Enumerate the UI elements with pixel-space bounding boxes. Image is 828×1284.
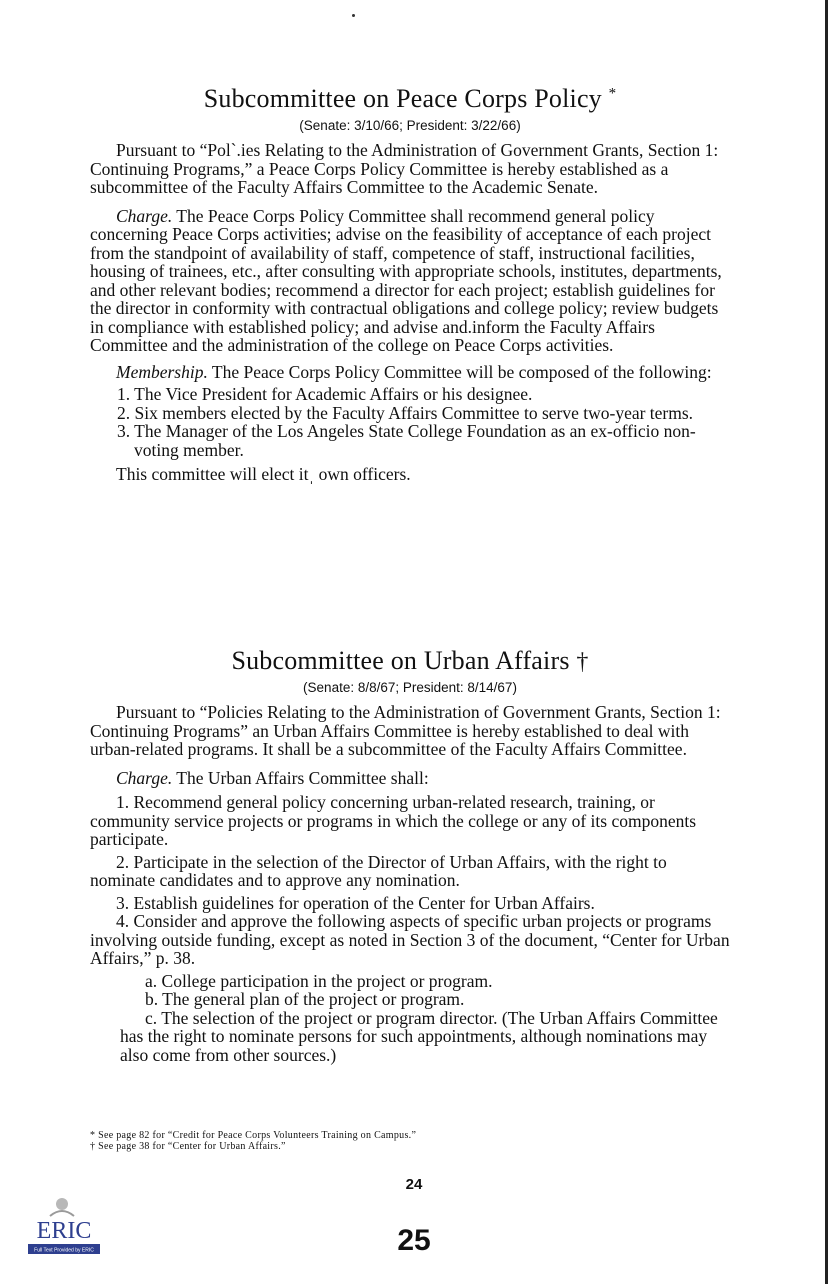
logo-dot [56, 1198, 68, 1210]
list-item: 2. Participate in the selection of the Director of Urban Affairs, with the right to nominate candidates and to approve any nomination. [90, 851, 667, 890]
closing-sentence: This committee will elect itˌ own officers. [116, 464, 411, 484]
page-number: 24 [405, 1176, 423, 1193]
membership-paragraph [90, 363, 730, 382]
logo-wordmark: ERIC [36, 1218, 92, 1244]
urban-affairs-section [90, 646, 730, 1064]
sub-list-item: c. The selection of the project or program director. (The Urban Affairs Committee has the right to nominate persons for such appointments, although nominations may also come from other sources.) [120, 1007, 718, 1065]
charge-text: The Urban Affairs Committee shall: [176, 767, 429, 788]
section-title [90, 84, 730, 114]
footnote: † See page 38 for “Center for Urban Affairs.” [90, 1141, 286, 1152]
section-title-text: Subcommittee on Peace Corps Policy [203, 84, 602, 113]
scan-speck [352, 14, 355, 17]
membership-text: The Peace Corps Policy Committee will be composed of the following: [211, 361, 712, 382]
logo-arc [50, 1211, 74, 1216]
list-item: 2. Six members elected by the Faculty Affairs Committee to serve two-year terms. [117, 402, 694, 423]
list-item: 1. Recommend general policy concerning urban-related research, training, or community service projects or programs in which the college or any of its components participate. [90, 792, 697, 849]
section-dates: (Senate: 8/8/67; President: 8/14/67) [303, 680, 517, 695]
list-item: 3. The Manager of the Los Angeles State College Foundation as an ex-officio non-voting member. [117, 421, 696, 460]
list-item: 4. Consider and approve the following aspects of specific urban projects or programs involving outside funding, except as noted in Section 3 of the document, “Center for Urban Affairs,” p. 38. [90, 911, 730, 968]
footnote-mark: * [608, 85, 617, 102]
section-dates: (Senate: 3/10/66; President: 3/22/66) [299, 118, 521, 133]
sub-list-item: b. The general plan of the project or program. [145, 989, 465, 1009]
eric-logo [28, 1196, 100, 1256]
charge-label: Charge. [116, 205, 173, 226]
logo-tagline: Full Text Provided by ERIC [34, 1247, 94, 1254]
sub-list-item: a. College participation in the project or program. [145, 970, 493, 991]
sheet-number: 25 [397, 1224, 431, 1257]
footnote-mark: † [576, 649, 589, 675]
list-item: 3. Establish guidelines for operation of the Center for Urban Affairs. [116, 892, 595, 913]
membership-label: Membership. [116, 361, 208, 382]
charge-paragraph [90, 207, 730, 355]
intro-paragraph: Pursuant to “Policies Relating to the Administration of Government Grants, Section 1: Continuing Programs” an Urban Affairs Committee is hereby established to deal with urban-related programs. It shall be a subcommittee of the Faculty Affairs Committee. [90, 702, 721, 759]
footnote: * See page 82 for “Credit for Peace Corps Volunteers Training on Campus.” [90, 1130, 417, 1141]
section-title-text: Subcommittee on Urban Affairs [231, 646, 570, 675]
charge-label: Charge. [116, 767, 173, 788]
peace-corps-section [90, 84, 730, 484]
eric-logo-graphic [28, 1196, 100, 1256]
footnotes [90, 1130, 730, 1152]
intro-paragraph: Pursuant to “Polˋ.ies Relating to the Administration of Government Grants, Section 1: Continuing Programs,” a Peace Corps Policy Committee is hereby established as a subcommittee of the Faculty Affairs Committee to the Academic Senate. [90, 140, 719, 197]
section-title [90, 646, 730, 676]
charge-text: The Peace Corps Policy Committee shall recommend general policy concerning Peace Corps activities; advise on the feasibility of acceptance of each project from the standpoint of availability of staff, competence of staff, instructional facilities, housing of trainees, etc., after consulting with appropriate schools, institutes, departments, and other relevant bodies; recommend a director for each project; establish guidelines for the director in conformity with contractual obligations and college policy; review budgets in compliance with established policy; and advise and.inform the Faculty Affairs Committee and the administration of the college on Peace Corps activities. [90, 205, 722, 355]
list-item: 1. The Vice President for Academic Affairs or his designee. [117, 384, 533, 404]
charge-paragraph [90, 769, 730, 788]
